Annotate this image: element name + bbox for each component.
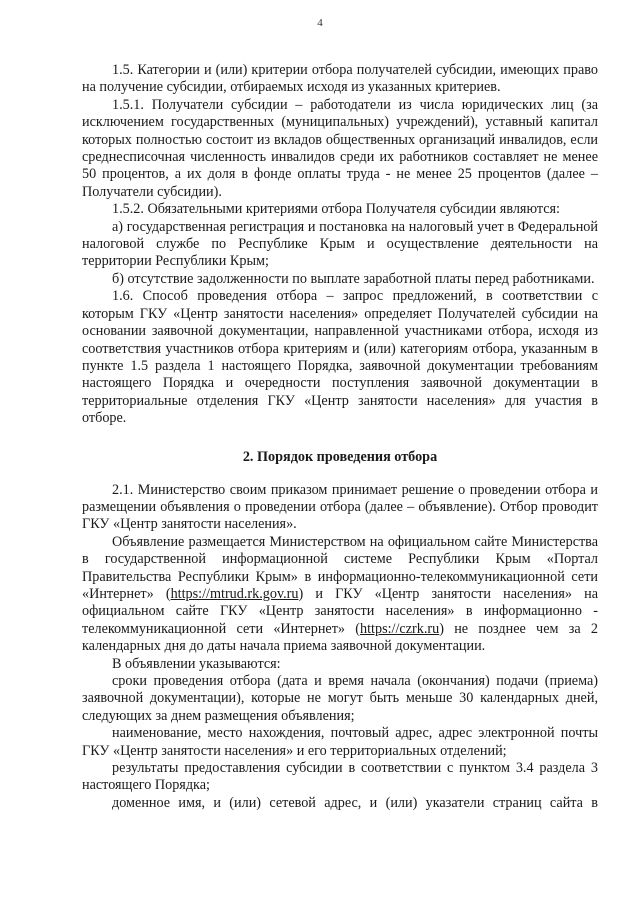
criterion-a: а) государственная регистрация и постановка на налоговый учет в Федеральной налоговой службе по Республике Крым и осуществление деятельности на территории Республики Крым; <box>82 218 598 270</box>
mtrud-link[interactable]: https://mtrud.rk.gov.ru <box>170 585 299 602</box>
paragraph-1-6: 1.6. Способ проведения отбора – запрос предложений, в соответствии с которым ГКУ «Центр занятости населения» определяет Получателей субсидии на основании заявочной документации, направленной участниками отбора, исходя из соответствия участников отбора критериям и (или) категориям отбора, указанным в пункте 1.5 раздела 1 настоящего Порядка, заявочной документации требованиям настоящего Порядка и очередности поступления заявочной документации в территориальные отделения ГКУ «Центр занятости населения» для участия в отборе. <box>82 288 598 427</box>
list-item-results: результаты предоставления субсидии в соответствии с пунктом 3.4 раздела 3 настоящего Порядка; <box>82 760 598 794</box>
announcement-text-part-2: ) и ГКУ «Центр занятости населения» на официальном сайте ГКУ «Центр занятости населения» в информационно - телекоммуникационной сети «Интернет» ( <box>82 585 598 637</box>
list-item-name-address: наименование, место нахождения, почтовый адрес, адрес электронной почты ГКУ «Центр занятости населения» и его территориальных отделений; <box>82 725 598 759</box>
paragraph-1-5: 1.5. Категории и (или) критерии отбора получателей субсидии, имеющих право на получение субсидии, отбираемых исходя из указанных критериев. <box>82 62 598 96</box>
document-body <box>82 0 598 812</box>
announcement-contents-intro: В объявлении указываются: <box>112 655 281 672</box>
paragraph-2-1: 2.1. Министерство своим приказом принимает решение о проведении отбора и размещении объявления о проведении отбора (далее – объявление). Отбор проводит ГКУ «Центр занятости населения». <box>82 481 598 533</box>
list-item-domain: доменное имя, и (или) сетевой адрес, и (или) указатели страниц сайта в <box>112 794 598 811</box>
page-number: 4 <box>317 17 323 29</box>
section-2-heading: 2. Порядок проведения отбора <box>242 448 438 465</box>
paragraph-1-5-1: 1.5.1. Получатели субсидии – работодатели из числа юридических лиц (за исключением государственных (муниципальных) учреждений), уставный капитал которых полностью состоит из вкладов общественных организаций инвалидов, если среднесписочная численность инвалидов среди их работников составляет не менее 50 процентов, а их доля в фонде оплаты труда - не менее 25 процентов (далее – Получатели субсидии). <box>82 96 598 200</box>
paragraph-1-5-2: 1.5.2. Обязательными критериями отбора Получателя субсидии являются: <box>112 201 560 218</box>
criterion-b: б) отсутствие задолженности по выплате заработной платы перед работниками. <box>112 270 595 287</box>
list-item-terms: сроки проведения отбора (дата и время начала (окончания) подачи (приема) заявочной документации), которые не могут быть меньше 30 календарных дней, следующих за днем размещения объявления; <box>82 673 598 724</box>
czrk-link[interactable]: https://czrk.ru <box>360 620 440 637</box>
announcement-text-part-3: ) не позднее чем за 2 календарных дня до даты начала приема заявочной документации. <box>82 620 598 655</box>
announcement-text-part-1: Объявление размещается Министерством на официальном сайте Министерства в государственной информационной системе Республики Крым «Портал Правительства Республики Крым» в информационно-телекоммуникационной сети «Интернет» ( <box>82 533 598 602</box>
announcement-paragraph <box>82 534 598 656</box>
